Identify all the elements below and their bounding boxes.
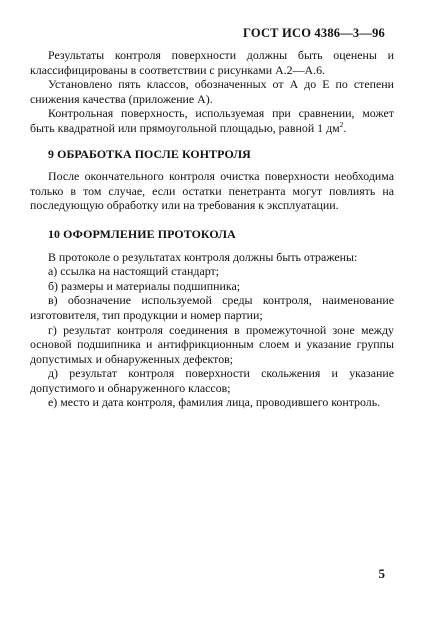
intro-paragraph-1: Результаты контроля поверхности должны быть оценены и классифицированы в соответствии с рисунками А.2—А.6.: [30, 48, 394, 77]
section-9-heading: 9 ОБРАБОТКА ПОСЛЕ КОНТРОЛЯ: [48, 146, 251, 161]
section-9-paragraph: После окончательного контроля очистка поверхности необходима только в том случае, если остатки пенетранта могут повлиять на последующую обработку или на требования к эксплуатации.: [30, 169, 394, 213]
page-content: [30, 48, 394, 410]
list-item-a: а) ссылка на настоящий стандарт;: [48, 264, 220, 279]
intro-paragraph-3-text: Контрольная поверхность, используемая при сравнении, может быть квадратной или прямоугольной площадью, равной 1 дм: [30, 106, 394, 135]
page-number: 5: [378, 566, 385, 581]
superscript-exponent: 2: [339, 120, 344, 129]
intro-paragraph-3-end: .: [343, 120, 347, 135]
list-item-d: д) результат контроля поверхности скольжения и указание допустимого и обнаруженного классов;: [30, 366, 394, 395]
list-item-g: г) результат контроля соединения в промежуточной зоне между основой подшипника и антифрикционным слоем и указание группы допустимых и обнаруженных дефектов;: [30, 322, 394, 366]
intro-paragraph-3: [30, 106, 394, 135]
list-item-b: б) размеры и материалы подшипника;: [48, 278, 241, 293]
list-item-e: е) место и дата контроля, фамилия лица, проводившего контроль.: [48, 395, 381, 410]
intro-paragraph-2: Установлено пять классов, обозначенных от А до Е по степени снижения качества (приложение А).: [30, 77, 394, 106]
section-10-intro: В протоколе о результатах контроля должны быть отражены:: [48, 249, 358, 264]
list-item-v: в) обозначение используемой среды контроля, наименование изготовителя, тип продукции и номер партии;: [30, 293, 394, 322]
document-header: ГОСТ ИСО 4386—3—96: [243, 26, 385, 40]
section-10-heading: 10 ОФОРМЛЕНИЕ ПРОТОКОЛА: [48, 226, 236, 241]
